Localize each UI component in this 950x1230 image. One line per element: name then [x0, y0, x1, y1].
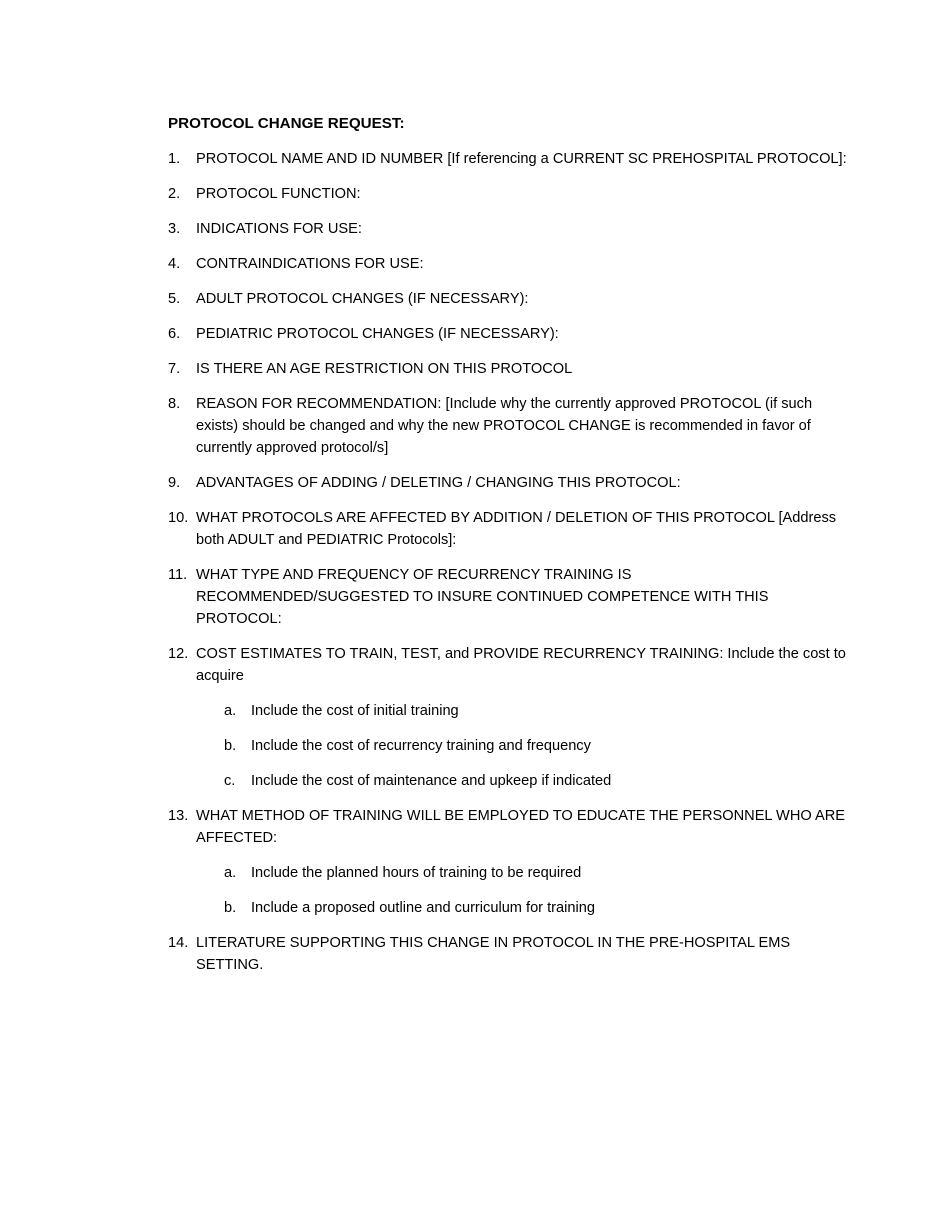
item-number: 13.	[168, 808, 189, 824]
item-text: WHAT METHOD OF TRAINING WILL BE EMPLOYED TO EDUCATE THE PERSONNEL WHO ARE AFFECTED:	[196, 808, 845, 846]
item-text: CONTRAINDICATIONS FOR USE:	[196, 256, 424, 272]
item-text: ADULT PROTOCOL CHANGES (IF NECESSARY):	[196, 291, 529, 307]
item-text: REASON FOR RECOMMENDATION: [Include why the currently approved PROTOCOL (if such exists) should be changed and why the new PROTOCOL CHANGE is recommended in favor of currently approved protocol/s]	[196, 396, 813, 456]
list-item-8	[168, 393, 848, 459]
item-text: PEDIATRIC PROTOCOL CHANGES (IF NECESSARY):	[196, 326, 559, 342]
list-item-9	[168, 472, 848, 494]
item-text: IS THERE AN AGE RESTRICTION ON THIS PROTOCOL	[196, 361, 573, 377]
item-number: 7.	[168, 361, 181, 377]
sub-item-13b	[224, 897, 848, 919]
list-item-3	[168, 218, 848, 240]
sub-item-letter: b.	[224, 738, 237, 754]
item-text: WHAT PROTOCOLS ARE AFFECTED BY ADDITION / DELETION OF THIS PROTOCOL [Address both ADULT and PEDIATRIC Protocols]:	[196, 510, 837, 548]
page-title: PROTOCOL CHANGE REQUEST:	[168, 115, 405, 132]
list-item-1	[168, 148, 848, 170]
list-item-12	[168, 643, 848, 687]
item-number: 10.	[168, 510, 189, 526]
item-text: PROTOCOL NAME AND ID NUMBER [If referencing a CURRENT SC PREHOSPITAL PROTOCOL]:	[196, 151, 847, 167]
item-number: 8.	[168, 396, 181, 412]
item-text: PROTOCOL FUNCTION:	[196, 186, 361, 202]
item-text: WHAT TYPE AND FREQUENCY OF RECURRENCY TRAINING IS RECOMMENDED/SUGGESTED TO INSURE CONTINUED COMPETENCE WITH THIS PROTOCOL:	[196, 567, 769, 627]
sub-item-12b	[224, 735, 848, 757]
list-item-7	[168, 358, 848, 380]
item-number: 12.	[168, 646, 189, 662]
sub-item-12a	[224, 700, 848, 722]
item-number: 4.	[168, 256, 181, 272]
item-number: 5.	[168, 291, 181, 307]
sub-item-12c	[224, 770, 848, 792]
sub-item-13a	[224, 862, 848, 884]
item-number: 9.	[168, 475, 181, 491]
list-item-11	[168, 564, 848, 630]
item-number: 2.	[168, 186, 181, 202]
document-page	[168, 113, 848, 989]
sub-item-text: Include the cost of maintenance and upkeep if indicated	[251, 773, 612, 789]
list-item-10	[168, 507, 848, 551]
item-text: INDICATIONS FOR USE:	[196, 221, 362, 237]
item-text: LITERATURE SUPPORTING THIS CHANGE IN PROTOCOL IN THE PRE-HOSPITAL EMS SETTING.	[196, 935, 791, 973]
list-item-5	[168, 288, 848, 310]
sub-item-text: Include a proposed outline and curriculum for training	[251, 900, 595, 916]
item-number: 6.	[168, 326, 181, 342]
sub-item-text: Include the cost of initial training	[251, 703, 459, 719]
list-item-2	[168, 183, 848, 205]
list-item-13	[168, 805, 848, 849]
sub-item-letter: b.	[224, 900, 237, 916]
list-item-6	[168, 323, 848, 345]
list-item-14	[168, 932, 848, 976]
sub-item-letter: a.	[224, 703, 237, 719]
sub-item-letter: c.	[224, 773, 236, 789]
sub-item-letter: a.	[224, 865, 237, 881]
sub-item-text: Include the planned hours of training to be required	[251, 865, 582, 881]
sub-item-text: Include the cost of recurrency training and frequency	[251, 738, 591, 754]
item-number: 14.	[168, 935, 189, 951]
list-item-4	[168, 253, 848, 275]
item-number: 1.	[168, 151, 181, 167]
item-number: 3.	[168, 221, 181, 237]
item-text: COST ESTIMATES TO TRAIN, TEST, and PROVIDE RECURRENCY TRAINING: Include the cost to acquire	[196, 646, 846, 684]
item-text: ADVANTAGES OF ADDING / DELETING / CHANGING THIS PROTOCOL:	[196, 475, 681, 491]
item-number: 11.	[168, 567, 188, 583]
